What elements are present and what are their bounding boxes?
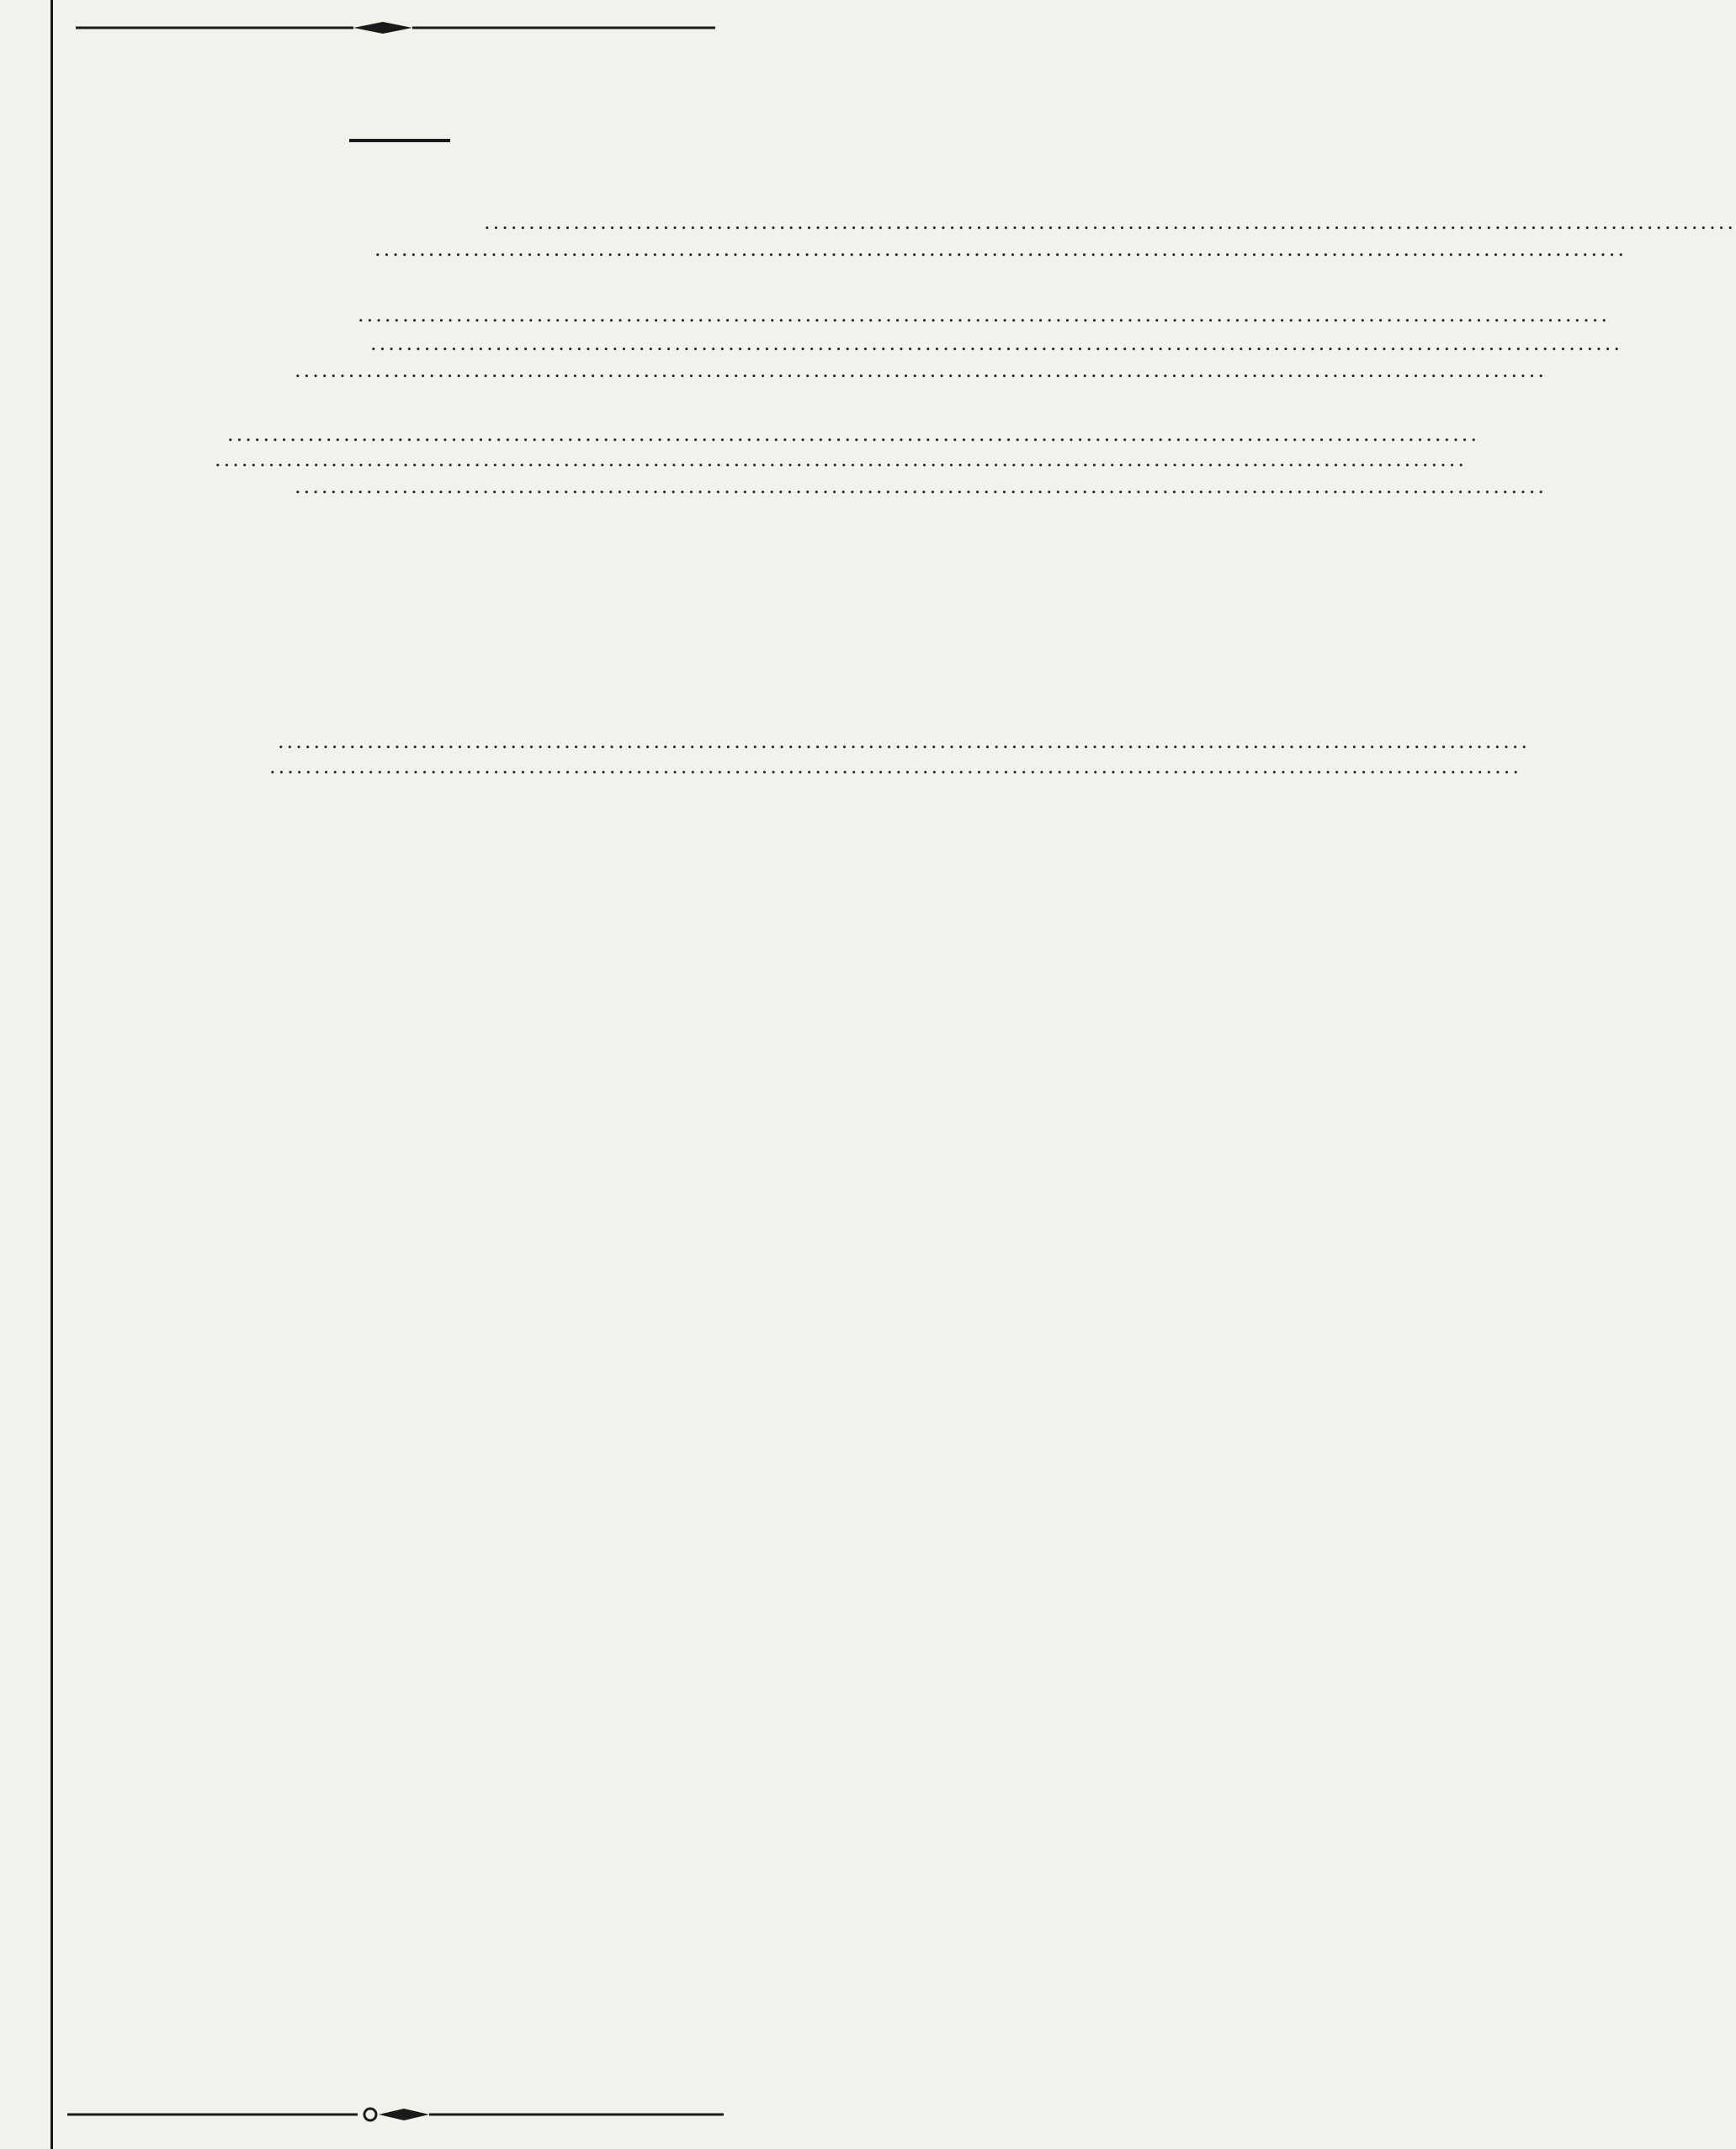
dot-leader: ............................................................................................................................................ xyxy=(278,730,1531,753)
title-underline xyxy=(349,139,450,142)
dot-leader: ............................................................................................................................................ xyxy=(295,358,1548,382)
dot-leader: ............................................................................................................................................ xyxy=(215,448,1468,471)
dot-leader: ............................................................................................................................................ xyxy=(374,237,1627,261)
dot-leader: ............................................................................................................................................ xyxy=(295,475,1548,498)
dot-leader: ............................................................................................................................................ xyxy=(370,332,1623,355)
dot-leader: ............................................................................................................................................ xyxy=(269,755,1522,778)
bottom-ornament-rule xyxy=(67,2102,724,2127)
article-column xyxy=(59,0,1736,2149)
top-ornament-rule xyxy=(76,15,715,40)
previous-column-fragments xyxy=(0,0,45,2149)
dot-leader: ............................................................................................................................................ xyxy=(227,422,1480,446)
column-rule xyxy=(50,0,53,2149)
dot-leader: ............................................................................................................................................ xyxy=(358,303,1611,326)
dot-leader: ............................................................................................................................................ xyxy=(484,210,1736,234)
